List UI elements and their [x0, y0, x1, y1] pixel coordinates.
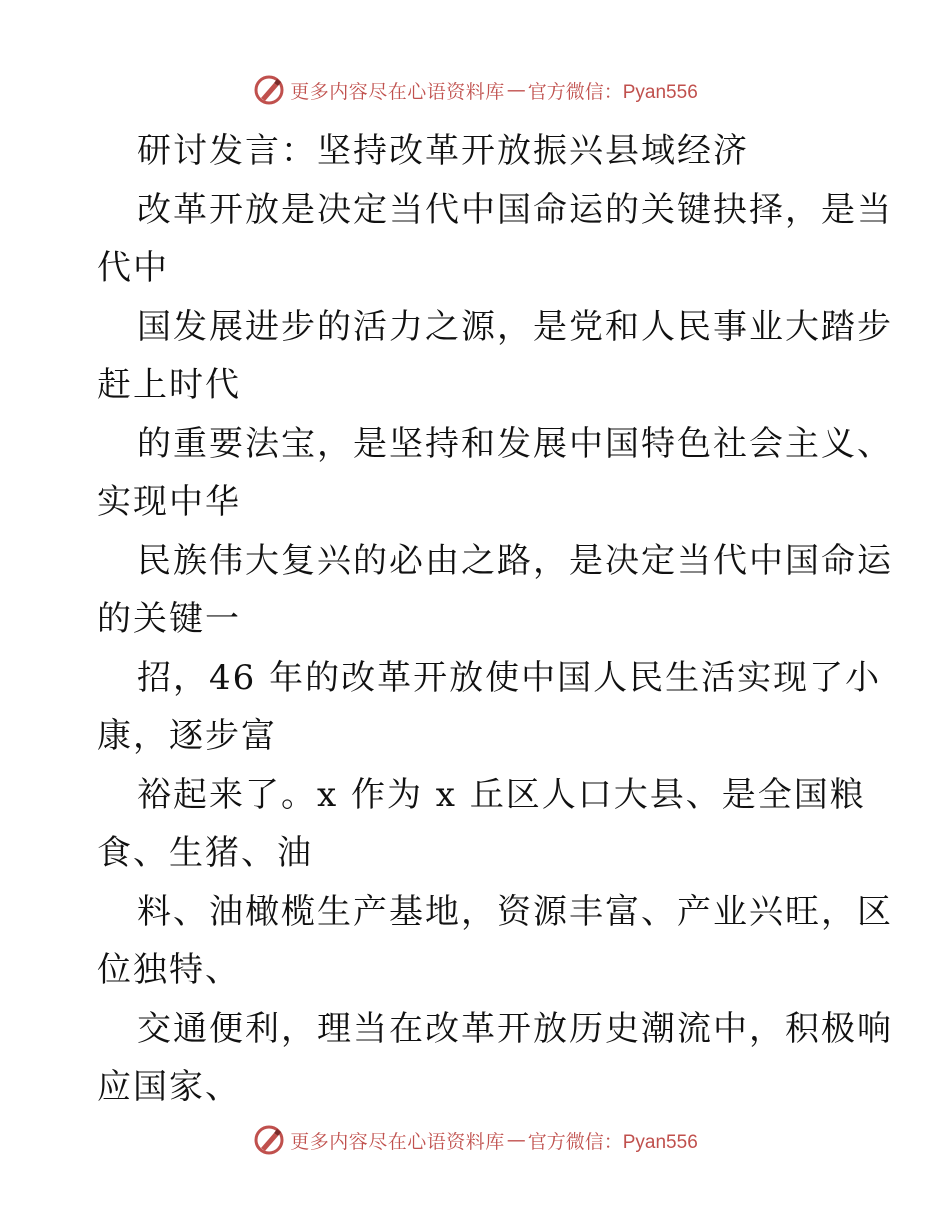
pen-logo-icon [252, 73, 286, 107]
watermark-contact: 官方微信：Pyan556 [527, 81, 698, 103]
doc-line: 招，46 年的改革开放使中国人民生活实现了小 [137, 657, 882, 698]
footer-watermark [0, 1120, 950, 1160]
doc-line: 应国家、 [97, 1067, 241, 1107]
doc-line: 国发展进步的活力之源，是党和人民事业大踏步 [137, 306, 893, 347]
doc-title: 研讨发言：坚持改革开放振兴县域经济 [137, 131, 749, 171]
doc-line: 的重要法宝，是坚持和发展中国特色社会主义、 [137, 423, 893, 464]
doc-line: 交通便利，理当在改革开放历史潮流中，积极响 [137, 1008, 893, 1049]
doc-line: 裕起来了。x 作为 x 丘区人口大县、是全国粮 [137, 774, 866, 815]
watermark-text: 更多内容尽在心语资料库 [290, 1130, 505, 1153]
watermark-text: 更多内容尽在心语资料库 [290, 80, 505, 103]
doc-line: 实现中华 [97, 482, 241, 522]
doc-line: 改革开放是决定当代中国命运的关键抉择，是当 [137, 189, 893, 230]
document-body [97, 122, 893, 1117]
doc-line: 食、生猪、油 [97, 833, 313, 873]
header-watermark [0, 70, 950, 110]
doc-line: 代中 [97, 248, 169, 288]
watermark-contact: 官方微信：Pyan556 [527, 1131, 698, 1153]
doc-line: 的关键一 [97, 599, 241, 639]
doc-line: 赶上时代 [97, 365, 241, 405]
watermark-dash: — [506, 1129, 526, 1151]
watermark-dash: — [506, 79, 526, 101]
doc-line: 民族伟大复兴的必由之路，是决定当代中国命运 [137, 540, 893, 581]
doc-line: 料、油橄榄生产基地，资源丰富、产业兴旺，区 [137, 891, 893, 932]
doc-line: 位独特、 [97, 950, 241, 990]
pen-logo-icon [252, 1123, 286, 1157]
doc-line: 康，逐步富 [97, 716, 277, 756]
